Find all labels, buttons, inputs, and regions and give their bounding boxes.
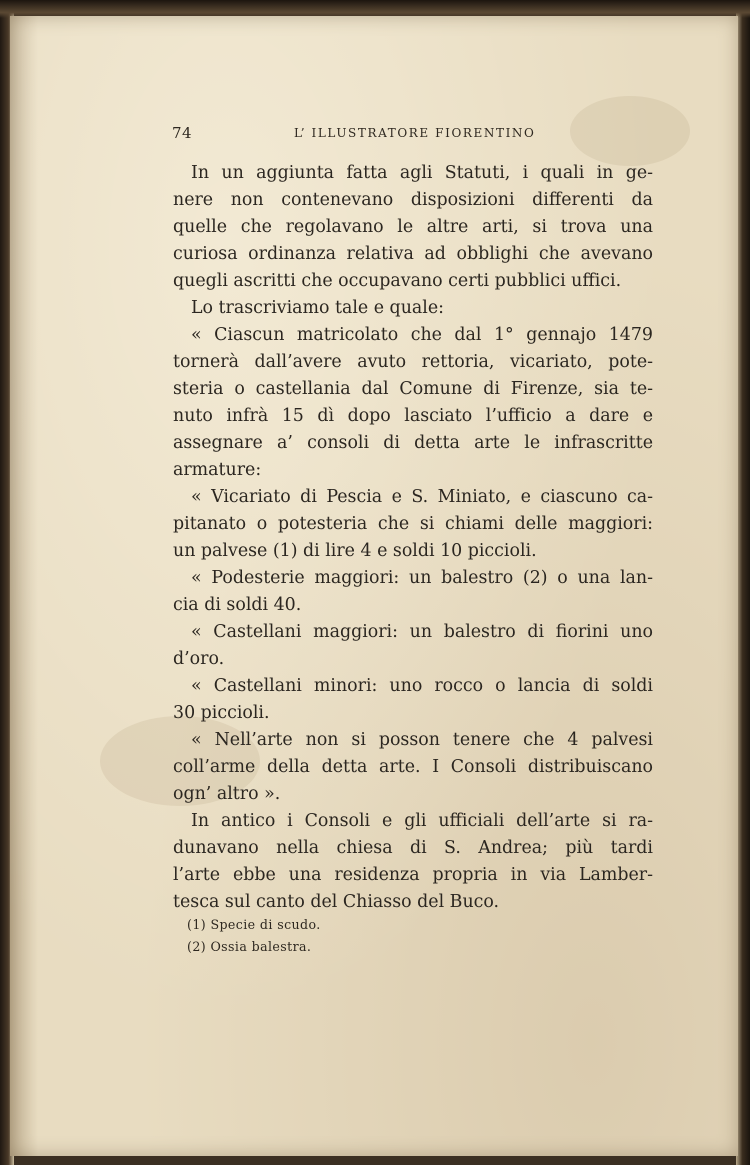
paragraph (173, 619, 653, 673)
text-line: Lo trascriviamo tale e quale: (191, 298, 444, 318)
paragraph (173, 673, 653, 727)
paragraph (173, 484, 653, 565)
text-line: « Castellani minori: uno rocco o lancia di soldi (191, 676, 653, 696)
text-line: un palvese (1) di lire 4 e soldi 10 piccioli. (173, 541, 537, 561)
text-line: « Castellani maggiori: un balestro di fiorini uno (191, 622, 653, 642)
text-line: tesca sul canto del Chiasso del Buco. (173, 892, 500, 912)
text-line: « Vicariato di Pescia e S. Miniato, e ciascuno ca- (191, 487, 653, 507)
text-line: assegnare a’ consoli di detta arte le infrascritte (173, 433, 653, 453)
text-line: ogn’ altro ». (173, 784, 281, 804)
text-line: curiosa ordinanza relativa ad obblighi che avevano (173, 244, 653, 264)
text-line: steria o castellania dal Comune di Firenze, sia te- (173, 379, 653, 399)
text-line: In antico i Consoli e gli ufficiali dell’arte si ra- (191, 811, 653, 831)
paragraph (173, 322, 653, 484)
paragraph (173, 565, 653, 619)
text-line: armature: (173, 460, 262, 480)
text-line: quegli ascritti che occupavano certi pubblici uffici. (173, 271, 622, 291)
text-line: 30 piccioli. (173, 703, 270, 723)
body-text (173, 160, 653, 916)
paragraph (173, 727, 653, 808)
running-header (172, 124, 652, 144)
text-line: « Podesterie maggiori: un balestro (2) o una lan- (191, 568, 653, 588)
text-line: « Ciascun matricolato che dal 1° gennajo 1479 (191, 325, 653, 345)
text-line: « Nell’arte non si posson tenere che 4 palvesi (191, 730, 653, 750)
text-line: pitanato o potesteria che si chiami delle maggiori: (173, 514, 653, 534)
footnote: (1) Specie di scudo. (187, 917, 321, 932)
text-line: dunavano nella chiesa di S. Andrea; più tardi (173, 838, 653, 858)
footnotes (187, 914, 587, 958)
text-line: quelle che regolavano le altre arti, si trova una (173, 217, 653, 237)
text-line: coll’arme della detta arte. I Consoli distribuiscano (173, 757, 653, 777)
text-line: nuto infrà 15 dì dopo lasciato l’ufficio a dare e (173, 406, 653, 426)
page-number: 74 (172, 124, 193, 142)
paragraph (173, 160, 653, 295)
text-line: nere non contenevano disposizioni differenti da (173, 190, 653, 210)
text-line: tornerà dall’avere avuto rettoria, vicariato, pote- (173, 352, 653, 372)
paragraph (173, 808, 653, 916)
paragraph (173, 295, 653, 322)
text-line: cia di soldi 40. (173, 595, 302, 615)
text-line: In un aggiunta fatta agli Statuti, i quali in ge- (191, 163, 653, 183)
text-line: d’oro. (173, 649, 225, 669)
text-line: l’arte ebbe una residenza propria in via Lamber- (173, 865, 653, 885)
footnote: (2) Ossia balestra. (187, 939, 312, 954)
page-stack-edge (736, 0, 750, 1165)
running-title: L’ ILLUSTRATORE FIORENTINO (294, 126, 536, 140)
